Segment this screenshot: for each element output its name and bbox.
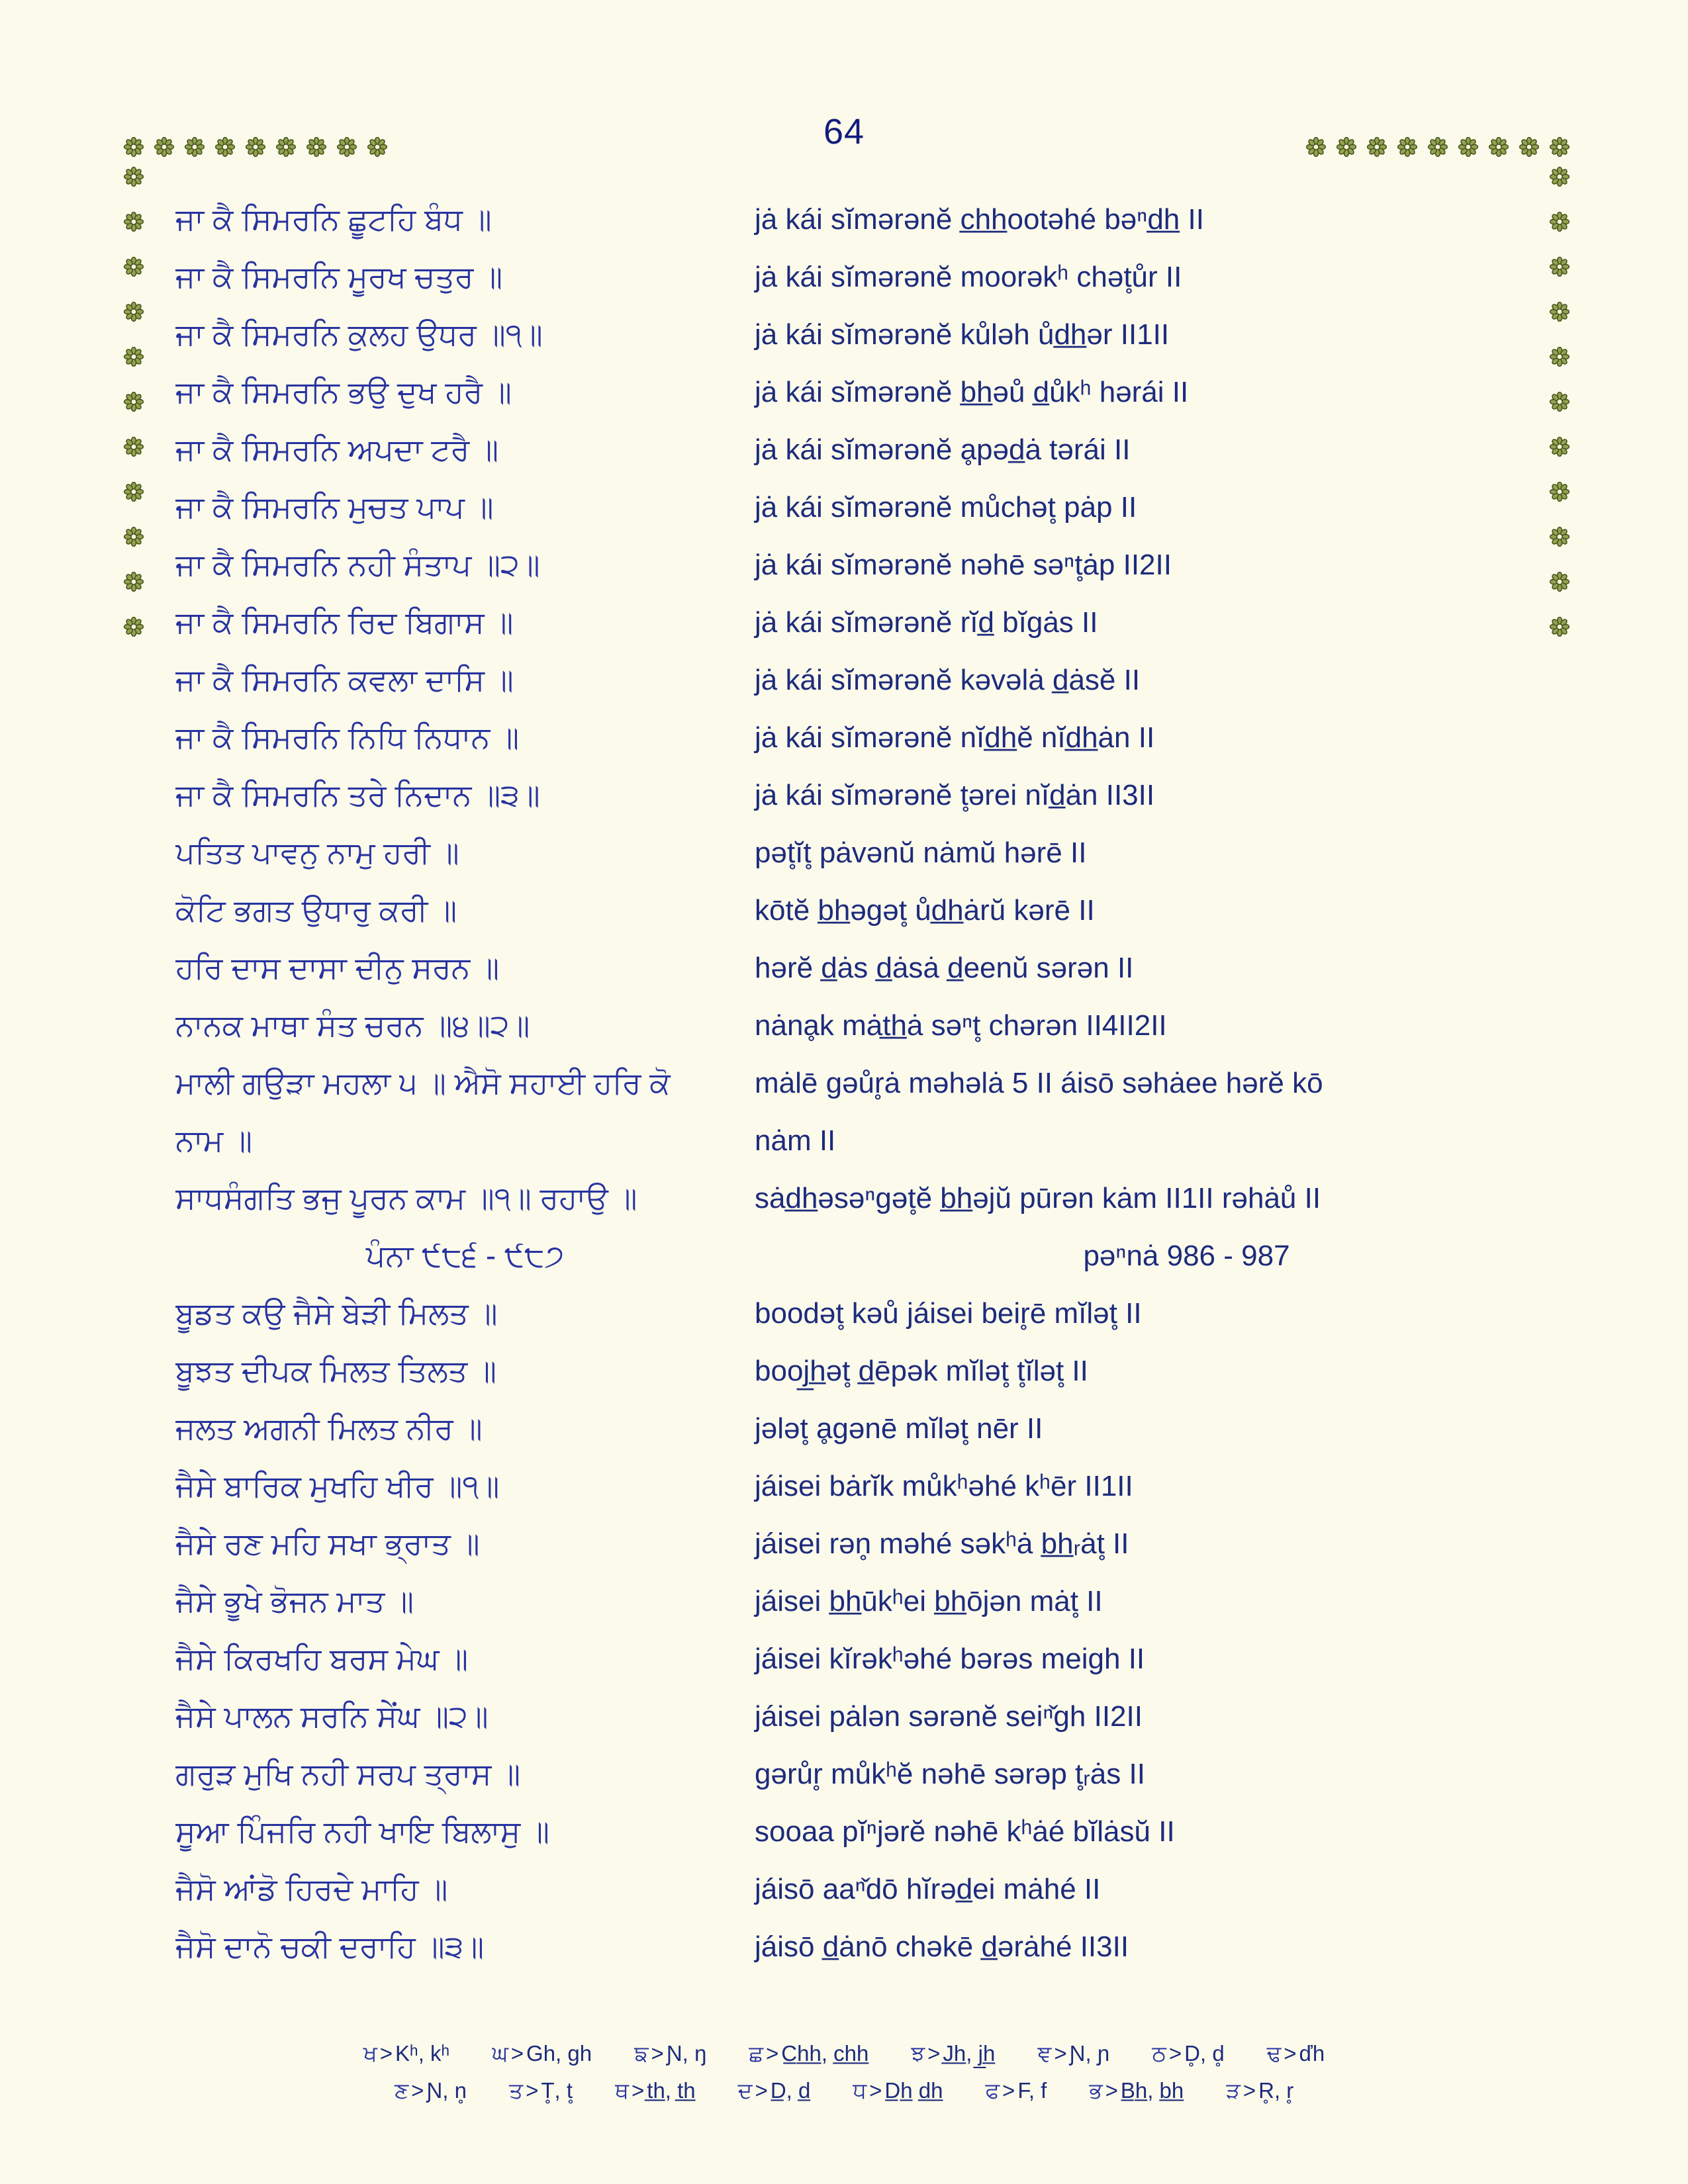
mapping-arrow: > — [1105, 2078, 1118, 2103]
gurmukhi-line: ਬੂਡਤ ਕਉ ਜੈਸੇ ਬੇੜੀ ਮਿਲਤ ॥ — [175, 1296, 498, 1330]
gurmukhi-line: ਮਾਲੀ ਗਉੜਾ ਮਹਲਾ ੫ ॥ ਐਸੋ ਸਹਾਈ ਹਰਿ ਕੋ — [175, 1066, 671, 1100]
transliteration-line: jáisei b̲h̲ūkʰei b̲h̲ōjən mȧt̥ II — [755, 1585, 1103, 1617]
flower-icon — [124, 482, 144, 502]
flower-icon — [124, 617, 144, 637]
latin-mapping: Ɲ, ɲ — [1069, 2041, 1110, 2066]
flower-icon — [337, 137, 357, 157]
flower-icon — [185, 137, 205, 157]
gurmukhi-line: ਜਾ ਕੈ ਸਿਮਰਨਿ ਕੁਲਹ ਉਧਰ ॥੧॥ — [175, 317, 543, 351]
flower-icon — [1428, 137, 1448, 157]
legend-item — [1037, 2035, 1109, 2072]
legend-item — [509, 2072, 573, 2109]
flower-icon — [124, 392, 144, 412]
gurmukhi-line: ਜਾ ਕੈ ਸਿਮਰਨਿ ਤਰੇ ਨਿਦਾਨ ॥੩॥ — [175, 778, 540, 812]
mapping-arrow: > — [869, 2078, 882, 2103]
gurmukhi-line: ਜਾ ਕੈ ਸਿਮਰਨਿ ਭਉ ਦੁਖ ਹਰੈ ॥ — [175, 375, 512, 409]
mapping-arrow: > — [766, 2041, 779, 2066]
latin-mapping: C̲h̲h̲, c̲h̲h̲ — [781, 2041, 869, 2066]
legend-item — [985, 2072, 1047, 2109]
flower-icon — [1397, 137, 1417, 157]
mapping-arrow: > — [526, 2078, 539, 2103]
gurmukhi-letter: ਭ — [1089, 2078, 1103, 2103]
transliteration-line: jȧ kái sĭmərənĕ nĭd̲h̲ĕ nĭd̲h̲ȧn II — [755, 721, 1155, 754]
page-ref-gurmukhi: ਪੰਨਾ ੯੮੬ - ੯੮੭ — [365, 1238, 565, 1273]
legend-item — [492, 2035, 592, 2072]
mapping-arrow: > — [651, 2041, 664, 2066]
gurmukhi-line: ਜਾ ਕੈ ਸਿਮਰਨਿ ਮੂਰਖ ਚਤੁਰ ॥ — [175, 259, 503, 294]
transliteration-line: jáisei bȧrĭk můkʰəhé kʰēr II1II — [755, 1470, 1133, 1502]
latin-mapping: Gh, gh — [526, 2041, 592, 2066]
latin-mapping: B̲h̲, b̲h̲ — [1120, 2078, 1184, 2103]
mapping-arrow: > — [755, 2078, 768, 2103]
gurmukhi-line: ਸੂਆ ਪਿੰਜਰਿ ਨਹੀ ਖਾਇ ਬਿਲਾਸੁ ॥ — [175, 1814, 549, 1848]
transliteration-line: pət̥ĭt̥ pȧvənŭ nȧmŭ hərē II — [755, 837, 1087, 869]
legend-item — [634, 2035, 706, 2072]
flower-icon — [154, 137, 174, 157]
transliteration-line: gərůr̥ můkʰĕ nəhē sərəp t̥ᵣȧs II — [755, 1758, 1145, 1790]
legend-item — [1267, 2035, 1325, 2072]
flower-icon — [276, 137, 296, 157]
flower-icon — [1458, 137, 1478, 157]
legend-item — [749, 2035, 868, 2072]
transliteration-line: jáisei rən̥ məhé səkʰȧ b̲h̲ᵣȧt̥ II — [755, 1527, 1129, 1560]
legend-item — [395, 2072, 467, 2109]
flower-icon — [1489, 137, 1509, 157]
transliteration-line: jȧ kái sĭmərənĕ kůləh ůd̲h̲ər II1II — [755, 318, 1170, 351]
flower-icon — [1367, 137, 1387, 157]
transliteration-line: jáisō d̲ȧnō chəkē d̲ərȧhé II3II — [755, 1931, 1129, 1963]
latin-mapping: J̲h̲, j̲h̲ — [943, 2041, 996, 2066]
gurmukhi-line: ਸਾਧਸੰਗਤਿ ਭਜੁ ਪੂਰਨ ਕਾਮ ॥੧॥ ਰਹਾਉ ॥ — [175, 1181, 637, 1215]
latin-mapping: ďh — [1299, 2041, 1325, 2066]
legend-row — [395, 2072, 1294, 2109]
gurmukhi-line: ਬੂਝਤ ਦੀਪਕ ਮਿਲਤ ਤਿਲਤ ॥ — [175, 1353, 496, 1388]
transliteration-line: jȧ kái sĭmərənĕ moorəkʰ chət̥ůr II — [755, 261, 1182, 293]
gurmukhi-line: ਜਾ ਕੈ ਸਿਮਰਨਿ ਮੁਚਤ ਪਾਪ ॥ — [175, 490, 494, 524]
latin-mapping: F, f — [1017, 2078, 1047, 2103]
mapping-arrow: > — [1168, 2041, 1182, 2066]
gurmukhi-line: ਜਾ ਕੈ ਸਿਮਰਨਿ ਅਪਦਾ ਟਰੈ ॥ — [175, 432, 499, 467]
gurmukhi-line: ਜੈਸੋ ਆਂਡੋ ਹਿਰਦੇ ਮਾਹਿ ॥ — [175, 1872, 448, 1906]
transliteration-line: booj̲h̲ət̥ d̲ēpək mĭlət̥ t̥ĭlət̥ II — [755, 1355, 1088, 1387]
gurmukhi-line: ਗਰੁੜ ਮੁਖਿ ਨਹੀ ਸਰਪ ਤ੍ਰਾਸ ॥ — [175, 1756, 521, 1791]
transliteration-legend — [0, 2035, 1688, 2109]
transliteration-line: nȧm II — [755, 1124, 836, 1157]
flower-icon — [124, 302, 144, 322]
latin-mapping: D̲h̲ d̲h̲ — [884, 2078, 943, 2103]
page-number: 64 — [823, 112, 865, 152]
flower-icon — [1550, 167, 1570, 187]
gurmukhi-line: ਪਤਿਤ ਪਾਵਨੁ ਨਾਮੁ ਹਰੀ ॥ — [175, 835, 459, 870]
gurmukhi-letter: ਢ — [1266, 2041, 1282, 2066]
flower-icon — [124, 527, 144, 547]
transliteration-line: kōtĕ b̲h̲əgət̥ ůd̲h̲ȧrŭ kərē II — [755, 894, 1095, 927]
latin-mapping: Ɲ, ŋ — [666, 2041, 707, 2066]
gurmukhi-letter: ੜ — [1226, 2078, 1241, 2103]
gurmukhi-letter: ਘ — [492, 2041, 508, 2066]
gurmukhi-letter: ਝ — [911, 2041, 925, 2066]
ornament-row-top-left — [124, 137, 387, 157]
flower-icon — [124, 257, 144, 277]
gurmukhi-letter: ਥ — [615, 2078, 629, 2103]
gurmukhi-line: ਜੈਸੇ ਕਿਰਖਹਿ ਬਰਸ ਮੇਘ ॥ — [175, 1641, 469, 1676]
transliteration-line: jáisō aaⁿ̌dō hĭrəd̲ei mȧhé II — [755, 1873, 1101, 1905]
mapping-arrow: > — [510, 2041, 524, 2066]
legend-item — [1226, 2072, 1293, 2109]
gurmukhi-letter: ਧ — [853, 2078, 867, 2103]
gurmukhi-letter: ਦ — [737, 2078, 753, 2103]
gurmukhi-line: ਜੈਸੇ ਪਾਲਨ ਸਰਨਿ ਸੇਂਘ ॥੨॥ — [175, 1699, 489, 1733]
legend-item — [911, 2035, 995, 2072]
legend-item — [1089, 2072, 1184, 2109]
flower-icon — [1336, 137, 1356, 157]
gurmukhi-letter: ਫ — [985, 2078, 1000, 2103]
gurmukhi-letter: ਛ — [749, 2041, 763, 2066]
flower-icon — [367, 137, 387, 157]
mapping-arrow: > — [1054, 2041, 1067, 2066]
gurmukhi-letter: ਣ — [394, 2078, 409, 2103]
gurmukhi-line: ਨਾਮ ॥ — [175, 1123, 252, 1158]
latin-mapping: Ɲ, n̥ — [426, 2078, 467, 2103]
gurmukhi-line: ਜਾ ਕੈ ਸਿਮਰਨਿ ਕਵਲਾ ਦਾਸਿ ॥ — [175, 662, 514, 697]
latin-mapping: D̥, d̥ — [1184, 2041, 1225, 2066]
gurmukhi-line: ਜਾ ਕੈ ਸਿਮਰਨਿ ਨਿਧਿ ਨਿਧਾਨ ॥ — [175, 720, 520, 754]
flower-icon — [124, 347, 144, 367]
latin-mapping: t̲h̲, t̲h̲ — [647, 2078, 696, 2103]
flower-icon — [306, 137, 326, 157]
gurmukhi-line: ਜਾ ਕੈ ਸਿਮਰਨਿ ਨਹੀ ਸੰਤਾਪ ॥੨॥ — [175, 547, 540, 582]
latin-mapping: T̥, t̥ — [541, 2078, 573, 2103]
flower-icon — [1519, 137, 1539, 157]
transliteration-line: hərĕ d̲ȧs d̲ȧsȧ d̲eenŭ sərən II — [755, 952, 1134, 984]
gurmukhi-line: ਕੋਟਿ ਭਗਤ ਉਧਾਰੁ ਕਰੀ ॥ — [175, 893, 457, 927]
flower-icon — [1306, 137, 1326, 157]
transliteration-line: boodət̥ kəů jáisei beir̥ē mĭlət̥ II — [755, 1297, 1142, 1330]
transliteration-line: sȧd̲h̲əsəⁿgət̥ĕ b̲h̲əjŭ pūrən kȧm II1II rəhȧů II — [755, 1182, 1321, 1214]
mapping-arrow: > — [1243, 2078, 1256, 2103]
flower-icon — [1550, 137, 1570, 157]
transliteration-line: jȧ kái sĭmərənĕ nəhē səⁿt̥ȧp II2II — [755, 549, 1172, 581]
page-ref-latin: pəⁿnȧ 986 - 987 — [1083, 1240, 1290, 1272]
gurmukhi-letter: ਙ — [634, 2041, 649, 2066]
gurmukhi-line: ਜਲਤ ਅਗਨੀ ਮਿਲਤ ਨੀਰ ॥ — [175, 1411, 483, 1445]
transliteration-line: jȧ kái sĭmərənĕ t̥ərei nĭd̲ȧn II3II — [755, 779, 1155, 811]
gurmukhi-letter: ਞ — [1037, 2041, 1052, 2066]
flower-icon — [124, 572, 144, 592]
legend-row — [363, 2035, 1325, 2072]
gurmukhi-line: ਜੈਸੇ ਭੂਖੇ ਭੋਜਨ ਮਾਤ ॥ — [175, 1584, 414, 1618]
latin-mapping: Kʰ, kʰ — [395, 2041, 450, 2066]
latin-mapping: R̥, r̥ — [1258, 2078, 1294, 2103]
mapping-arrow: > — [1002, 2078, 1015, 2103]
gurmukhi-letter: ਤ — [508, 2078, 524, 2103]
flower-icon — [246, 137, 265, 157]
flower-icon — [124, 167, 144, 187]
flower-icon — [124, 212, 144, 232]
ornament-column-left — [124, 167, 144, 637]
ornament-row-top-right — [1306, 137, 1570, 157]
flower-icon — [124, 137, 144, 157]
gurmukhi-line: ਹਰਿ ਦਾਸ ਦਾਸਾ ਦੀਨੁ ਸਰਨ ॥ — [175, 950, 500, 985]
gurmukhi-letter: ਖ — [363, 2041, 377, 2066]
verse-grid — [175, 191, 1618, 1976]
flower-icon — [124, 437, 144, 457]
transliteration-line: jȧ kái sĭmərənĕ ḁpəd̲ȧ tərái II — [755, 433, 1131, 466]
flower-icon — [215, 137, 235, 157]
transliteration-line: jáisei pȧlən sərənĕ seiⁿ̌gh II2II — [755, 1700, 1143, 1733]
gurmukhi-letter: ਠ — [1152, 2041, 1166, 2066]
gurmukhi-line: ਨਾਨਕ ਮਾਥਾ ਸੰਤ ਚਰਨ ॥੪॥੨॥ — [175, 1008, 530, 1042]
legend-item — [363, 2035, 449, 2072]
transliteration-line: jȧ kái sĭmərənĕ můchət̥ pȧp II — [755, 491, 1137, 523]
mapping-arrow: > — [927, 2041, 941, 2066]
mapping-arrow: > — [632, 2078, 645, 2103]
legend-item — [1152, 2035, 1225, 2072]
mapping-arrow: > — [1284, 2041, 1297, 2066]
legend-item — [738, 2072, 811, 2109]
transliteration-line: mȧlē gəůr̥ȧ məhəlȧ 5 II áisō səhȧee hərĕ kō — [755, 1067, 1323, 1099]
legend-item — [615, 2072, 696, 2109]
mapping-arrow: > — [411, 2078, 424, 2103]
latin-mapping: D̲, d̲ — [770, 2078, 811, 2103]
gurmukhi-line: ਜੈਸੋ ਦਾਨੋ ਚਕੀ ਦਰਾਹਿ ॥੩॥ — [175, 1929, 485, 1964]
gurmukhi-line: ਜਾ ਕੈ ਸਿਮਰਨਿ ਰਿਦ ਬਿਗਾਸ ॥ — [175, 605, 514, 639]
transliteration-line: jȧ kái sĭmərənĕ c̲h̲h̲ootəhé bəⁿd̲h̲ II — [755, 203, 1204, 236]
transliteration-line: nȧnḁk mȧt̲h̲ȧ səⁿt̥ chərən II4II2II — [755, 1009, 1167, 1042]
transliteration-line: jȧ kái sĭmərənĕ b̲h̲əů d̲ůkʰ hərái II — [755, 376, 1189, 408]
gurmukhi-line: ਜੈਸੇ ਰਣ ਮਹਿ ਸਖਾ ਭ੍ਰਾਤ ॥ — [175, 1526, 480, 1561]
transliteration-line: jȧ kái sĭmərənĕ rĭd̲ bĭgȧs II — [755, 606, 1098, 639]
transliteration-line: jáisei kĭrəkʰəhé bərəs meigh II — [755, 1643, 1145, 1675]
gurmukhi-line: ਜਾ ਕੈ ਸਿਮਰਨਿ ਛੂਟਹਿ ਬੰਧ ॥ — [175, 202, 492, 236]
transliteration-line: jələt̥ ḁgənē mĭlət̥ nēr II — [755, 1412, 1043, 1445]
transliteration-line: sooaa pĭⁿjərĕ nəhē kʰȧé bĭlȧsŭ II — [755, 1815, 1175, 1848]
gurmukhi-line: ਜੈਸੇ ਬਾਰਿਕ ਮੁਖਹਿ ਖੀਰ ॥੧॥ — [175, 1469, 500, 1503]
transliteration-line: jȧ kái sĭmərənĕ kəvəlȧ d̲ȧsĕ II — [755, 664, 1141, 696]
legend-item — [853, 2072, 943, 2109]
mapping-arrow: > — [379, 2041, 393, 2066]
